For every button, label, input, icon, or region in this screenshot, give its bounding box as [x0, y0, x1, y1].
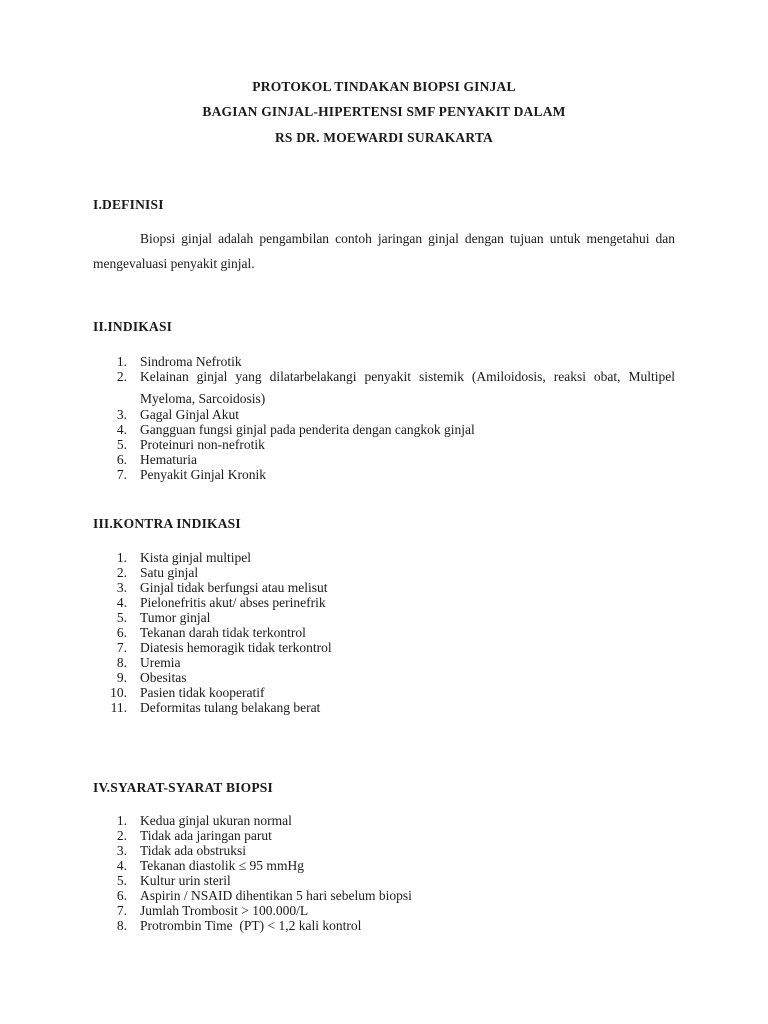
definisi-paragraph: Biopsi ginjal adalah pengambilan contoh jaringan ginjal dengan tujuan untuk mengetahui dan mengevaluasi penyakit ginjal.	[93, 231, 675, 271]
list-item-text: Proteinuri non-nefrotik	[140, 437, 265, 452]
list-item-number: 7.	[116, 467, 127, 482]
list-item	[93, 685, 675, 700]
list-item-number: 7.	[116, 640, 127, 655]
list-item-text: Pielonefritis akut/ abses perinefrik	[140, 595, 326, 610]
list-item-text: Hematuria	[140, 452, 197, 467]
list-item-number: 2.	[116, 828, 127, 843]
list-item	[93, 813, 675, 828]
list-item-number: 5.	[116, 873, 127, 888]
list-item-text: Kista ginjal multipel	[140, 550, 251, 565]
list-item	[93, 640, 675, 655]
list-item	[93, 655, 675, 670]
title-line-1: PROTOKOL TINDAKAN BIOPSI GINJAL	[252, 79, 516, 94]
list-item-number: 3.	[116, 843, 127, 858]
title-line-3: RS DR. MOEWARDI SURAKARTA	[274, 130, 494, 145]
list-item	[93, 625, 675, 640]
section-heading-definisi: I.DEFINISI	[93, 197, 164, 212]
list-item-number: 1.	[116, 550, 127, 565]
list-item-text: Tumor ginjal	[140, 610, 211, 625]
list-item-number: 4.	[116, 595, 127, 610]
list-item	[93, 467, 675, 482]
list-item	[93, 437, 675, 452]
list-item-number: 1.	[116, 354, 127, 369]
list-item-text: Satu ginjal	[140, 565, 199, 580]
list-item-number: 9.	[116, 670, 127, 685]
list-item-number: 11.	[110, 700, 127, 715]
list-item	[93, 918, 675, 933]
list-item	[93, 550, 675, 565]
list-item-number: 1.	[116, 813, 127, 828]
list-item	[93, 407, 675, 422]
list-item	[93, 422, 675, 437]
list-item-number: 3.	[116, 407, 127, 422]
list-item-number: 10.	[110, 685, 127, 700]
list-item-text: Uremia	[140, 655, 181, 670]
list-item-text: Gangguan fungsi ginjal pada penderita dengan cangkok ginjal	[140, 422, 475, 437]
section-heading-syarat-biopsi: IV.SYARAT-SYARAT BIOPSI	[93, 780, 273, 795]
list-item-text: Penyakit Ginjal Kronik	[140, 467, 266, 482]
list-item	[93, 903, 675, 918]
list-item-text: Kelainan ginjal yang dilatarbelakangi penyakit sistemik (Amiloidosis, reaksi obat, Multipel Myeloma, Sarcoidosis)	[140, 369, 675, 406]
list-item-number: 7.	[116, 903, 127, 918]
title-line-2: BAGIAN GINJAL-HIPERTENSI SMF PENYAKIT DALAM	[202, 104, 566, 119]
section-heading-kontra-indikasi: III.KONTRA INDIKASI	[93, 516, 241, 531]
list-item-text: Diatesis hemoragik tidak terkontrol	[140, 640, 332, 655]
list-item	[93, 595, 675, 610]
list-item	[93, 366, 675, 410]
list-item-text: Kultur urin steril	[140, 873, 231, 888]
list-item-text: Tekanan darah tidak terkontrol	[140, 625, 306, 640]
list-item-number: 2.	[116, 565, 127, 580]
list-item	[93, 452, 675, 467]
indikasi-list	[93, 354, 675, 482]
list-item	[93, 610, 675, 625]
list-item-text: Kedua ginjal ukuran normal	[140, 813, 292, 828]
section-heading-indikasi: II.INDIKASI	[93, 319, 173, 334]
list-item-text: Pasien tidak kooperatif	[140, 685, 265, 700]
list-item-text: Tekanan diastolik ≤ 95 mmHg	[140, 858, 304, 873]
list-item	[93, 873, 675, 888]
list-item	[93, 888, 675, 903]
list-item-text: Sindroma Nefrotik	[140, 354, 242, 369]
list-item-number: 6.	[116, 888, 127, 903]
list-item	[93, 580, 675, 595]
list-item	[93, 828, 675, 843]
list-item-text: Protrombin Time (PT) < 1,2 kali kontrol	[140, 918, 362, 933]
list-item-text: Gagal Ginjal Akut	[140, 407, 239, 422]
list-item-text: Obesitas	[140, 670, 187, 685]
list-item-text: Tidak ada jaringan parut	[140, 828, 272, 843]
list-item-number: 4.	[116, 422, 127, 437]
list-item-number: 6.	[116, 452, 127, 467]
list-item-text: Tidak ada obstruksi	[140, 843, 247, 858]
list-item	[93, 843, 675, 858]
list-item	[93, 565, 675, 580]
list-item-number: 8.	[116, 655, 127, 670]
list-item-number: 2.	[116, 369, 127, 384]
list-item	[93, 670, 675, 685]
kontra-indikasi-list	[93, 550, 675, 715]
list-item	[93, 700, 675, 715]
list-item-number: 5.	[116, 610, 127, 625]
list-item-number: 6.	[116, 625, 127, 640]
list-item-number: 3.	[116, 580, 127, 595]
list-item-text: Jumlah Trombosit > 100.000/L	[140, 903, 309, 918]
syarat-biopsi-list	[93, 813, 675, 933]
list-item-text: Deformitas tulang belakang berat	[140, 700, 321, 715]
list-item-number: 4.	[116, 858, 127, 873]
list-item-text: Aspirin / NSAID dihentikan 5 hari sebelum biopsi	[140, 888, 412, 903]
list-item-text: Ginjal tidak berfungsi atau melisut	[140, 580, 328, 595]
list-item	[93, 858, 675, 873]
list-item-number: 8.	[116, 918, 127, 933]
list-item-number: 5.	[116, 437, 127, 452]
